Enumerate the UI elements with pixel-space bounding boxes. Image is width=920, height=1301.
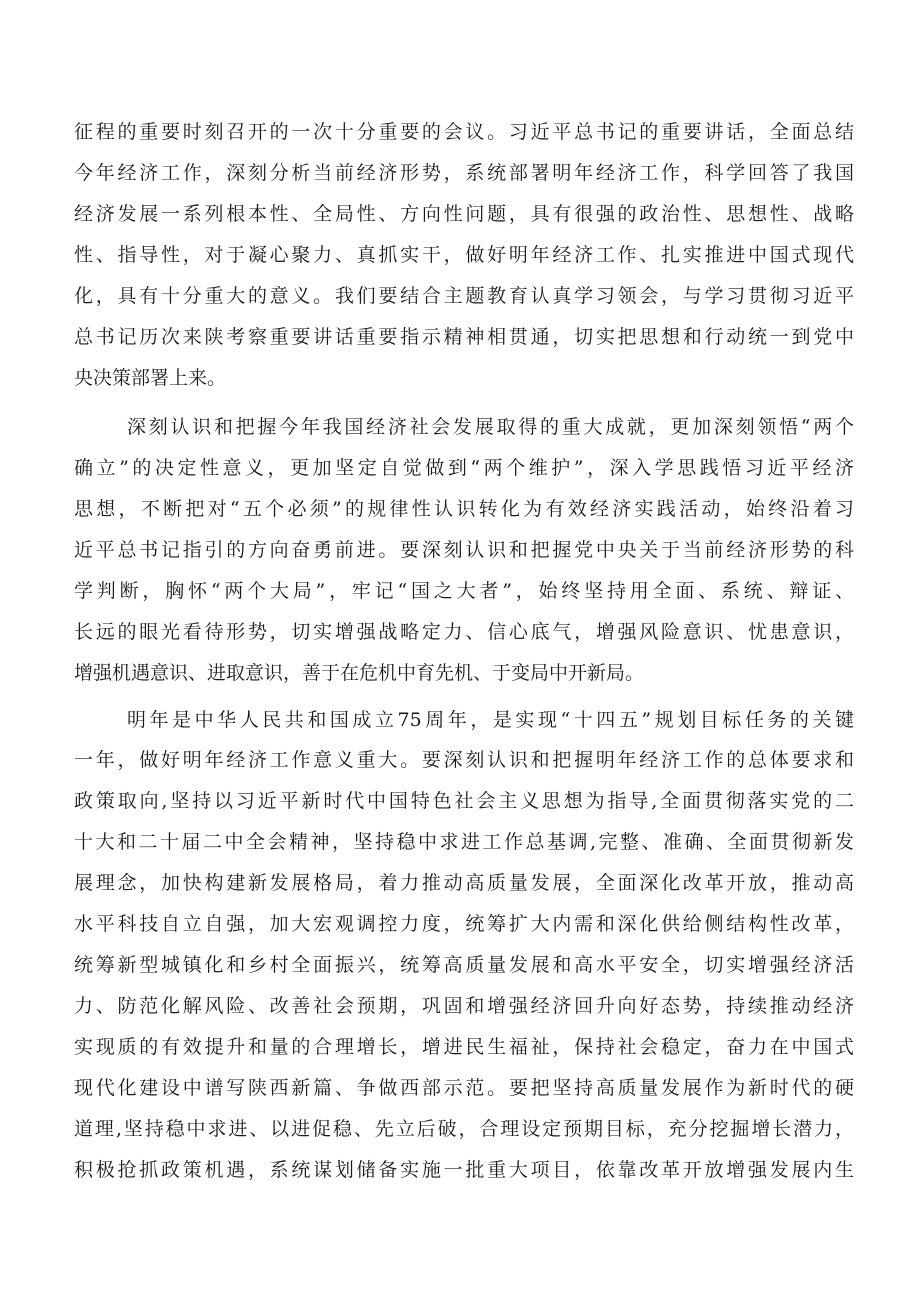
paragraph-3-line: 十大和二十届二中全会精神，坚持稳中求进工作总基调,完整、准确、全面贯彻新发 <box>74 831 854 853</box>
paragraph-1-line: 性、指导性，对于凝心聚力、真抓实干，做好明年经济工作、扎实推进中国式现代 <box>74 244 854 266</box>
paragraph-2-line: 增强机遇意识、进取意识，善于在危机中育先机、于变局中开新局。 <box>74 662 645 684</box>
paragraph-1-line: 央决策部署上来。 <box>74 367 227 389</box>
paragraph-3-line: 积极抢抓政策机遇，系统谋划储备实施一批重大项目，依靠改革开放增强发展内生 <box>74 1159 854 1181</box>
paragraph-2-line: 确立”的决定性意义，更加坚定自觉做到“两个维护”，深入学思践悟习近平经济 <box>74 457 854 479</box>
paragraph-2-line: 长远的眼光看待形势，切实增强战略定力、信心底气，增强风险意识、忧患意识， <box>74 621 854 643</box>
paragraph-3-line: 实现质的有效提升和量的合理增长，增进民生福祉，保持社会稳定，奋力在中国式 <box>74 1036 854 1058</box>
paragraph-3-line: 统筹新型城镇化和乡村全面振兴，统筹高质量发展和高水平安全，切实增强经济活 <box>74 954 854 976</box>
paragraph-1-line: 总书记历次来陕考察重要讲话重要指示精神相贯通，切实把思想和行动统一到党中 <box>74 326 854 348</box>
paragraph-3-line: 一年，做好明年经济工作意义重大。要深刻认识和把握明年经济工作的总体要求和 <box>74 749 854 771</box>
paragraph-2-line: 近平总书记指引的方向奋勇前进。要深刻认识和把握党中央关于当前经济形势的科 <box>74 539 854 561</box>
paragraph-3-line: 现代化建设中谱写陕西新篇、争做西部示范。要把坚持高质量发展作为新时代的硬 <box>74 1077 854 1099</box>
paragraph-2-line: 深刻认识和把握今年我国经济社会发展取得的重大成就，更加深刻领悟“两个 <box>127 416 854 438</box>
paragraph-2-line: 学判断，胸怀“两个大局”，牢记“国之大者”，始终坚持用全面、系统、辩证、 <box>74 580 854 602</box>
paragraph-1-line: 今年经济工作，深刻分析当前经济形势，系统部署明年经济工作，科学回答了我国 <box>74 162 854 184</box>
paragraph-3-line: 政策取向,坚持以习近平新时代中国特色社会主义思想为指导,全面贯彻落实党的二 <box>74 790 854 812</box>
paragraph-3-line: 明年是中华人民共和国成立75周年，是实现“十四五”规划目标任务的关键 <box>127 709 854 731</box>
paragraph-1-line: 征程的重要时刻召开的一次十分重要的会议。习近平总书记的重要讲话，全面总结 <box>74 121 854 143</box>
paragraph-3-line: 力、防范化解风险、改善社会预期，巩固和增强经济回升向好态势，持续推动经济 <box>74 995 854 1017</box>
paragraph-1-line: 化，具有十分重大的意义。我们要结合主题教育认真学习领会，与学习贯彻习近平 <box>74 285 854 307</box>
paragraph-3-line: 水平科技自立自强，加大宏观调控力度，统筹扩大内需和深化供给侧结构性改革， <box>74 913 854 935</box>
paragraph-3-line: 展理念，加快构建新发展格局，着力推动高质量发展，全面深化改革开放，推动高 <box>74 872 854 894</box>
paragraph-3-line: 道理,坚持稳中求进、以进促稳、先立后破，合理设定预期目标，充分挖掘增长潜力， <box>74 1118 854 1140</box>
paragraph-2-line: 思想，不断把对“五个必须”的规律性认识转化为有效经济实践活动，始终沿着习 <box>74 498 854 520</box>
paragraph-1-line: 经济发展一系列根本性、全局性、方向性问题，具有很强的政治性、思想性、战略 <box>74 203 854 225</box>
